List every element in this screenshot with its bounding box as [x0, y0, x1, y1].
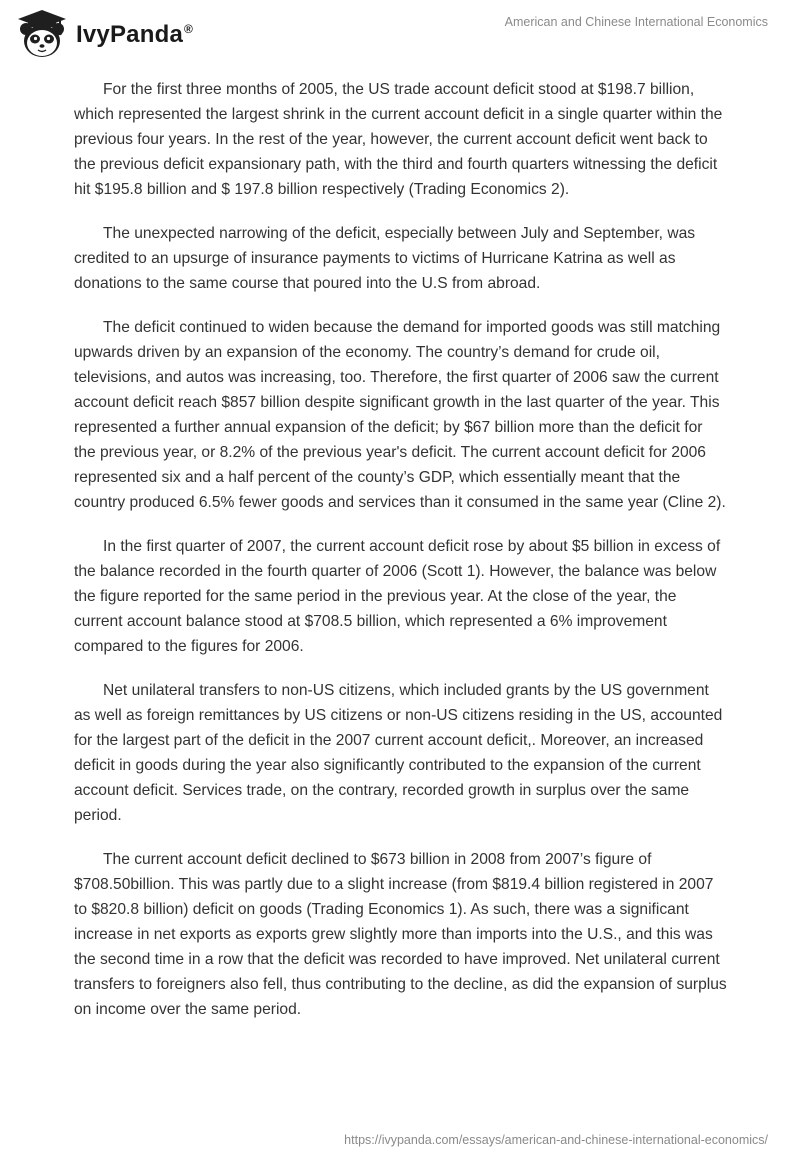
panda-graduate-logo-icon [14, 8, 70, 60]
paragraph: The deficit continued to widen because the demand for imported goods was still matching upwards driven by an expansion of the economy. The country’s demand for crude oil, televisions, and autos was increasing, too. Therefore, the first quarter of 2006 saw the current account deficit reach $857 billion despite significant growth in the last quarter of the year. This represented a further annual expansion of the deficit; by $67 billion more than the deficit for the previous year, or 8.2% of the previous year's deficit. The current account deficit for 2006 represented six and a half percent of the county’s GDP, which essentially meant that the country produced 6.5% fewer goods and services than it consumed in the same year (Cline 2). [74, 319, 726, 511]
paragraph: For the first three months of 2005, the US trade account deficit stood at $198.7 billion, which represented the largest shrink in the current account deficit in a single quarter within the previous four years. In the rest of the year, however, the current account deficit went back to the previous deficit expansionary path, with the third and fourth quarters witnessing the deficit hit $195.8 billion and $ 197.8 billion respectively (Trading Economics 2). [74, 81, 723, 198]
essay-body [74, 77, 728, 1041]
paragraph: The unexpected narrowing of the deficit, especially between July and September, was credited to an upsurge of insurance payments to victims of Hurricane Katrina as well as donations to the same course that poured into the U.S from abroad. [74, 225, 696, 292]
paragraph: The current account deficit declined to $673 billion in 2008 from 2007’s figure of $708.50billion. This was partly due to a slight increase (from $819.4 billion registered in 2007 to $820.8 billion) deficit on goods (Trading Economics 1). As such, there was a significant increase in net exports as exports grew slightly more than imports into the U.S., and this was the second time in a row that the deficit was recorded to have improved. Net unilateral current transfers to foreigners also fell, thus contributing to the decline, as did the expansion of surplus on income over the same period. [74, 851, 727, 1018]
page-header [0, 0, 800, 70]
brand-logo[interactable] [14, 8, 193, 60]
brand-name: IvyPanda® [76, 21, 194, 48]
paragraph: In the first quarter of 2007, the current account deficit rose by about $5 billion in excess of the balance recorded in the fourth quarter of 2006 (Scott 1). However, the balance was below the figure reported for the same period in the previous year. At the close of the year, the current account balance stood at $708.5 billion, which represented a 6% improvement compared to the figures for 2006. [74, 538, 721, 655]
source-url-link[interactable]: https://ivypanda.com/essays/american-and-chinese-international-economics/ [344, 1133, 768, 1147]
paragraph: Net unilateral transfers to non-US citizens, which included grants by the US government as well as foreign remittances by US citizens or non-US citizens residing in the US, accounted for the largest part of the deficit in the 2007 current account deficit,. Moreover, an increased deficit in goods during the year also significantly contributed to the expansion of the current account deficit. Services trade, on the contrary, recorded growth in surplus over the same period. [74, 682, 723, 824]
document-title: American and Chinese International Economics [504, 15, 768, 29]
registered-mark: ® [184, 22, 194, 36]
